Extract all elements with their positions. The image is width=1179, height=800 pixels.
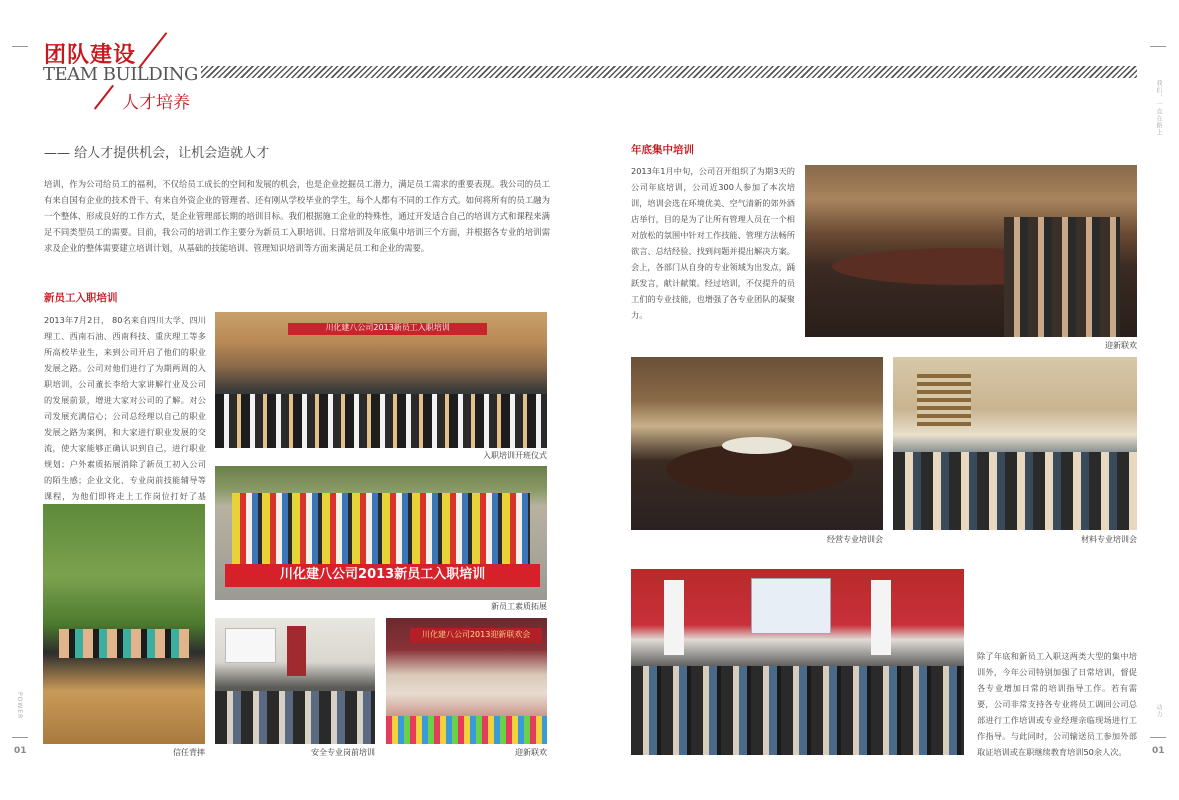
caption-outdoor-team: 新员工素质拓展 [491, 602, 547, 611]
section-body-year-end: 2013年1月中旬，公司召开组织了为期3天的公司年底培训，公司近300人参加了本次培训，培训会选在环境优美、空气清新的郊外酒店举行，目的是为了让所有管理人员在一个相对放松的氛围中针对工作技能、管理方法畅所欲言、总结经验、找到问题并提出解决方案。会上，各部门从自身的专业领域为出发点，踊跃发言，献计献策。经过培训，不仅提升的员工们的专业技能，也增强了各专业团队的凝聚力。 [631, 166, 795, 320]
edge-line-bottom-left [12, 737, 28, 738]
caption-party-small: 迎新联欢 [515, 748, 547, 757]
page-title-en: TEAM BUILDING [43, 64, 198, 85]
header-hatch-band [201, 66, 1137, 78]
photo-banner-outdoor: 川化建八公司2013新员工入职培训 [225, 564, 540, 587]
photo-banner-opening: 川化建八公司2013新员工入职培训 [288, 323, 487, 335]
page-title-cn: 团队建设 [44, 43, 137, 68]
photo-party-small [386, 618, 547, 744]
caption-opening-ceremony: 入职培训开班仪式 [483, 451, 547, 460]
edge-vtext-left: POWER [16, 692, 23, 720]
page-number-left: 01 [14, 746, 27, 756]
photo-outdoor-team [215, 466, 547, 600]
section-body-new-staff: 2013年7月2日， 80名来自四川大学、四川理工、西南石油、西南科技、重庆理工等多所高校毕业生，来到公司开启了他们的职业发展之路。公司对他们进行了为期两周的入职培训，公司董长李给大家讲解行业及公司的发展前景，增进大家对公司的了解。对公司发展充满信心；公司总经理以自己的职业发展之路为案例，和大家进行职业发展的交流，使大家能够正确认识到自己，进行职业规划；户外素质拓展消除了新员工初入公司的陌生感；企业文化、专业岗前技能辅导等课程，为他们即将走上工作岗位打好了基 [44, 315, 206, 501]
title-slash-top [139, 32, 167, 68]
photo-material-training [893, 357, 1137, 530]
page-number-right: 01 [1152, 746, 1165, 756]
photo-year-end-meeting [805, 165, 1137, 337]
section-body-daily: 除了年底和新员工入职这两类大型的集中培训外，今年公司特别加强了日常培训，督促各专业增加日常的培训指导工作。若有需要，公司非常支持各专业将员工调回公司总部进行工作培训或专业经理亲临现场进行工作指导。与此同时，公司输送员工参加外部取证培训或在职继续教育培训50余人次。 [977, 651, 1137, 757]
caption-trust-fall: 信任背摔 [173, 748, 205, 757]
edge-vtext-right: 动力 [1155, 704, 1162, 718]
edge-vtext-top-right: 我们，一直在路上 [1155, 80, 1162, 136]
tagline: —— 给人才提供机会，让机会造就人才 [44, 146, 270, 161]
edge-line-left [12, 46, 28, 47]
caption-manager-training: 经营专业培训会 [827, 535, 883, 544]
section-title-year-end: 年底集中培训 [631, 144, 694, 156]
intro-paragraph: 培训，作为公司给员工的福利，不仅给员工成长的空间和发展的机会，也是企业挖掘员工潜力，满足员工需求的重要表现。我公司的员工有来自国有企业的技术骨干、有来自外资企业的管理者、还有刚从学校毕业的学生，每个人都有不同的工作方式。如何将所有的员工融为一个整体、形成良好的工作方式，是企业管理部长期的培训目标。我们根据施工企业的特殊性，通过开发适合自己的培训方式和课程来满足不同类型员工的需要。目前，我公司的培训工作主要分为新员工入职培训、日常培训及年底集中培训三个方面，并根据各专业的培训需求及企业的整体需要建立培训计划，从基础的技能培训、管理知识培训等方面来满足员工和企业的需要。 [44, 179, 550, 253]
caption-safety-training: 安全专业岗前培训 [311, 748, 375, 757]
title-slash-bottom [94, 85, 114, 110]
caption-year-end-meeting: 迎新联欢 [1105, 341, 1137, 350]
photo-manager-training [631, 357, 883, 530]
edge-line-right [1150, 46, 1166, 47]
edge-line-bottom-right [1150, 737, 1166, 738]
section-title-new-staff: 新员工入职培训 [44, 292, 118, 304]
photo-daily-training [631, 569, 964, 755]
photo-trust-fall [43, 504, 205, 744]
page-subtitle-cn: 人才培养 [122, 93, 190, 113]
photo-opening-ceremony [215, 312, 547, 448]
photo-safety-training [215, 618, 375, 744]
photo-banner-party: 川化建八公司2013迎新联欢会 [410, 628, 542, 643]
caption-material-training: 材料专业培训会 [1081, 535, 1137, 544]
